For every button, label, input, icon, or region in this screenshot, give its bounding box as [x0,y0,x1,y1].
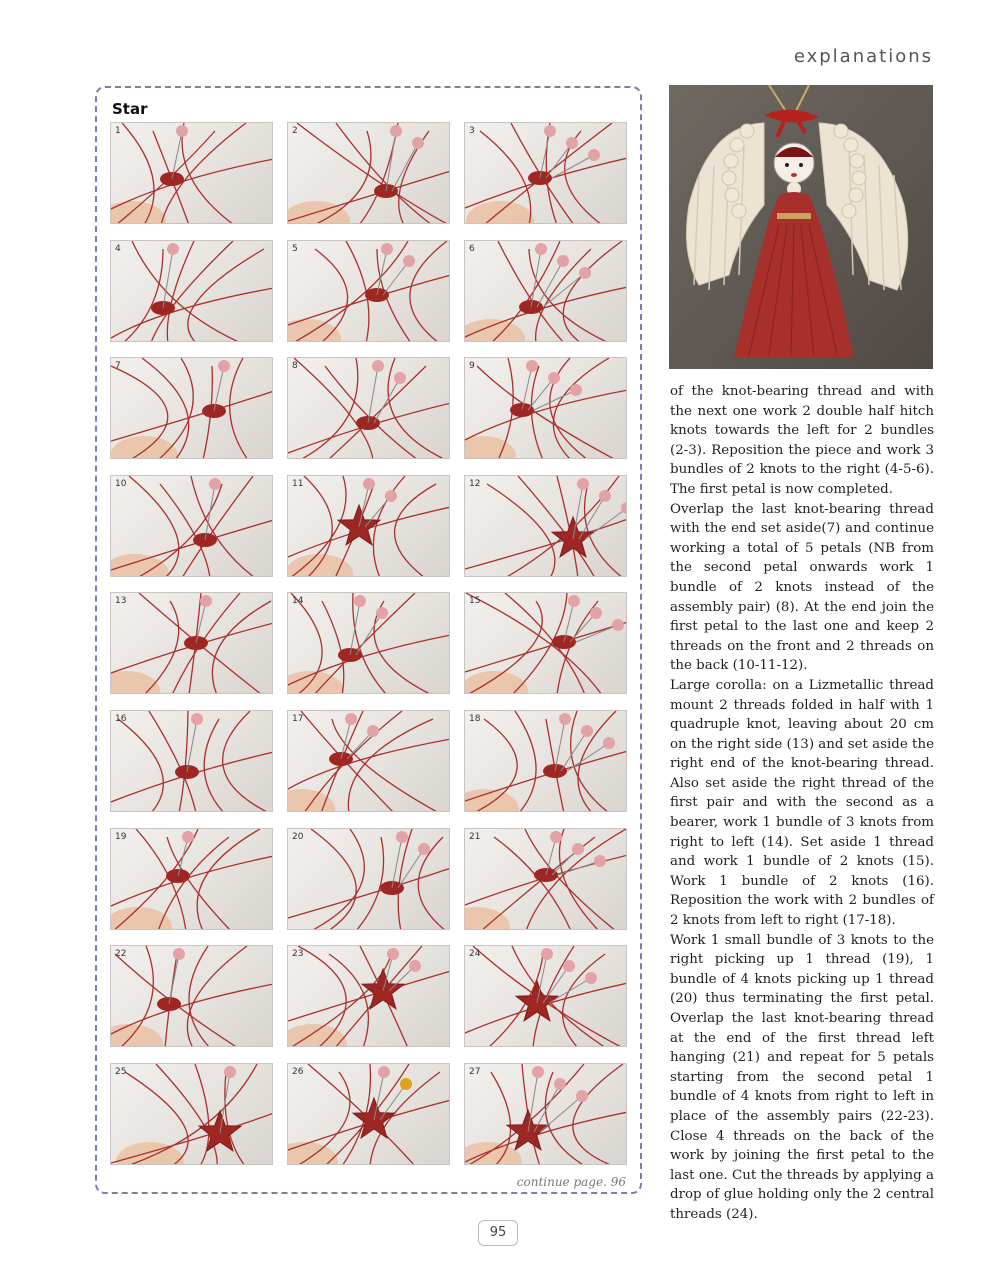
angel-ornament-photo [669,85,933,369]
step-number: 21 [469,832,481,842]
step-number: 25 [115,1067,127,1077]
panel-title: Star [112,100,148,118]
step-photo-27 [464,1063,627,1165]
step-photo-19 [110,828,273,930]
step-photo-20 [287,828,450,930]
step-number: 8 [292,361,298,371]
step-number: 23 [292,949,304,959]
instruction-text [670,382,934,1225]
section-label: explanations [793,46,933,67]
thread-illustration [465,123,627,224]
thread-illustration [465,711,627,812]
step-number: 24 [469,949,481,959]
step-number: 4 [115,244,121,254]
step-number: 16 [115,714,127,724]
step-photo-7 [110,357,273,459]
step-photo-14 [287,592,450,694]
step-photo-4 [110,240,273,342]
step-number: 6 [469,244,475,254]
thread-illustration [288,1064,450,1165]
thread-illustration [111,358,273,459]
step-number: 9 [469,361,475,371]
step-photo-21 [464,828,627,930]
thread-illustration [111,593,273,694]
thread-illustration [288,476,450,577]
thread-illustration [111,476,273,577]
step-number: 27 [469,1067,481,1077]
step-photo-17 [287,710,450,812]
paragraph: Overlap the last knot-bearing thread with the end set aside(7) and continue working a total of 5 petals (NB from the second petal onwards work 1 bundle of 2 knots instead of the assembly pair) (8). At the end join the first petal to the last one and keep 2 threads on the front and 2 threads on the back (10-11-12). [670,501,934,674]
step-number: 17 [292,714,304,724]
thread-illustration [288,241,450,342]
thread-illustration [288,593,450,694]
continue-note: continue page. 96 [516,1175,626,1189]
step-photo-10 [110,475,273,577]
thread-illustration [111,123,273,224]
step-number: 20 [292,832,304,842]
step-number: 12 [469,479,481,489]
step-photo-12 [464,475,627,577]
step-number: 22 [115,949,127,959]
thread-illustration [465,241,627,342]
step-photo-11 [287,475,450,577]
paragraph: Work 1 small bundle of 3 knots to the right picking up 1 thread (19), 1 bundle of 4 knots picking up 1 thread (20) thus terminating the first petal. Overlap the last knot-bearing thread at the end of the first thread left hanging (21) and repeat for 5 petals starting from the second petal 1 bundle of 4 knots from right to left in place of the assembly pairs (22-23). Close 4 threads on the back of the work by joining the first petal to the last one. Cut the threads by applying a drop of glue holding only the 2 central threads (24). [670,932,934,1222]
thread-illustration [465,358,627,459]
step-photo-25 [110,1063,273,1165]
step-photo-3 [464,122,627,224]
thread-illustration [465,1064,627,1165]
thread-illustration [288,123,450,224]
thread-illustration [288,358,450,459]
step-photo-16 [110,710,273,812]
thread-illustration [111,829,273,930]
step-number: 1 [115,126,121,136]
step-number: 13 [115,596,127,606]
thread-illustration [111,711,273,812]
page-number: 95 [478,1220,518,1246]
step-photo-5 [287,240,450,342]
step-number: 11 [292,479,304,489]
thread-illustration [465,829,627,930]
step-photo-9 [464,357,627,459]
step-number: 15 [469,596,481,606]
step-number: 10 [115,479,127,489]
thread-illustration [111,946,273,1047]
step-number: 7 [115,361,121,371]
step-photo-24 [464,945,627,1047]
step-photo-1 [110,122,273,224]
thread-illustration [288,829,450,930]
step-number: 3 [469,126,475,136]
thread-illustration [111,1064,273,1165]
paragraph: Large corolla: on a Lizmetallic thread mount 2 threads folded in half with 1 quadruple knot, leaving about 20 cm on the right side (13) and set aside the right end of the knot-bearing thread. Also set aside the right thread of the first pair and with the second as a bearer, work 1 bundle of 3 knots from right to left (14). Set aside 1 thread and work 1 bundle of 2 knots (15). Work 1 bundle of 2 knots (16). Reposition the work with 2 bundles of 2 knots from left to right (17-18). [670,677,934,929]
thread-illustration [288,946,450,1047]
step-number: 26 [292,1067,304,1077]
step-photo-13 [110,592,273,694]
thread-illustration [465,593,627,694]
step-photo-2 [287,122,450,224]
step-photo-8 [287,357,450,459]
step-photo-18 [464,710,627,812]
thread-illustration [111,241,273,342]
step-number: 2 [292,126,298,136]
step-photo-6 [464,240,627,342]
thread-illustration [288,711,450,812]
step-photo-26 [287,1063,450,1165]
step-number: 19 [115,832,127,842]
step-photo-22 [110,945,273,1047]
step-photo-15 [464,592,627,694]
paragraph: of the knot-bearing thread and with the next one work 2 double half hitch knots towards the left for 2 bundles (2-3). Reposition the piece and work 3 bundles of 2 knots to the right (4-5-6). The first petal is now completed. [670,384,934,497]
thread-illustration [465,946,627,1047]
step-number: 5 [292,244,298,254]
step-number: 18 [469,714,481,724]
step-number: 14 [292,596,304,606]
step-photo-23 [287,945,450,1047]
thread-illustration [465,476,627,577]
